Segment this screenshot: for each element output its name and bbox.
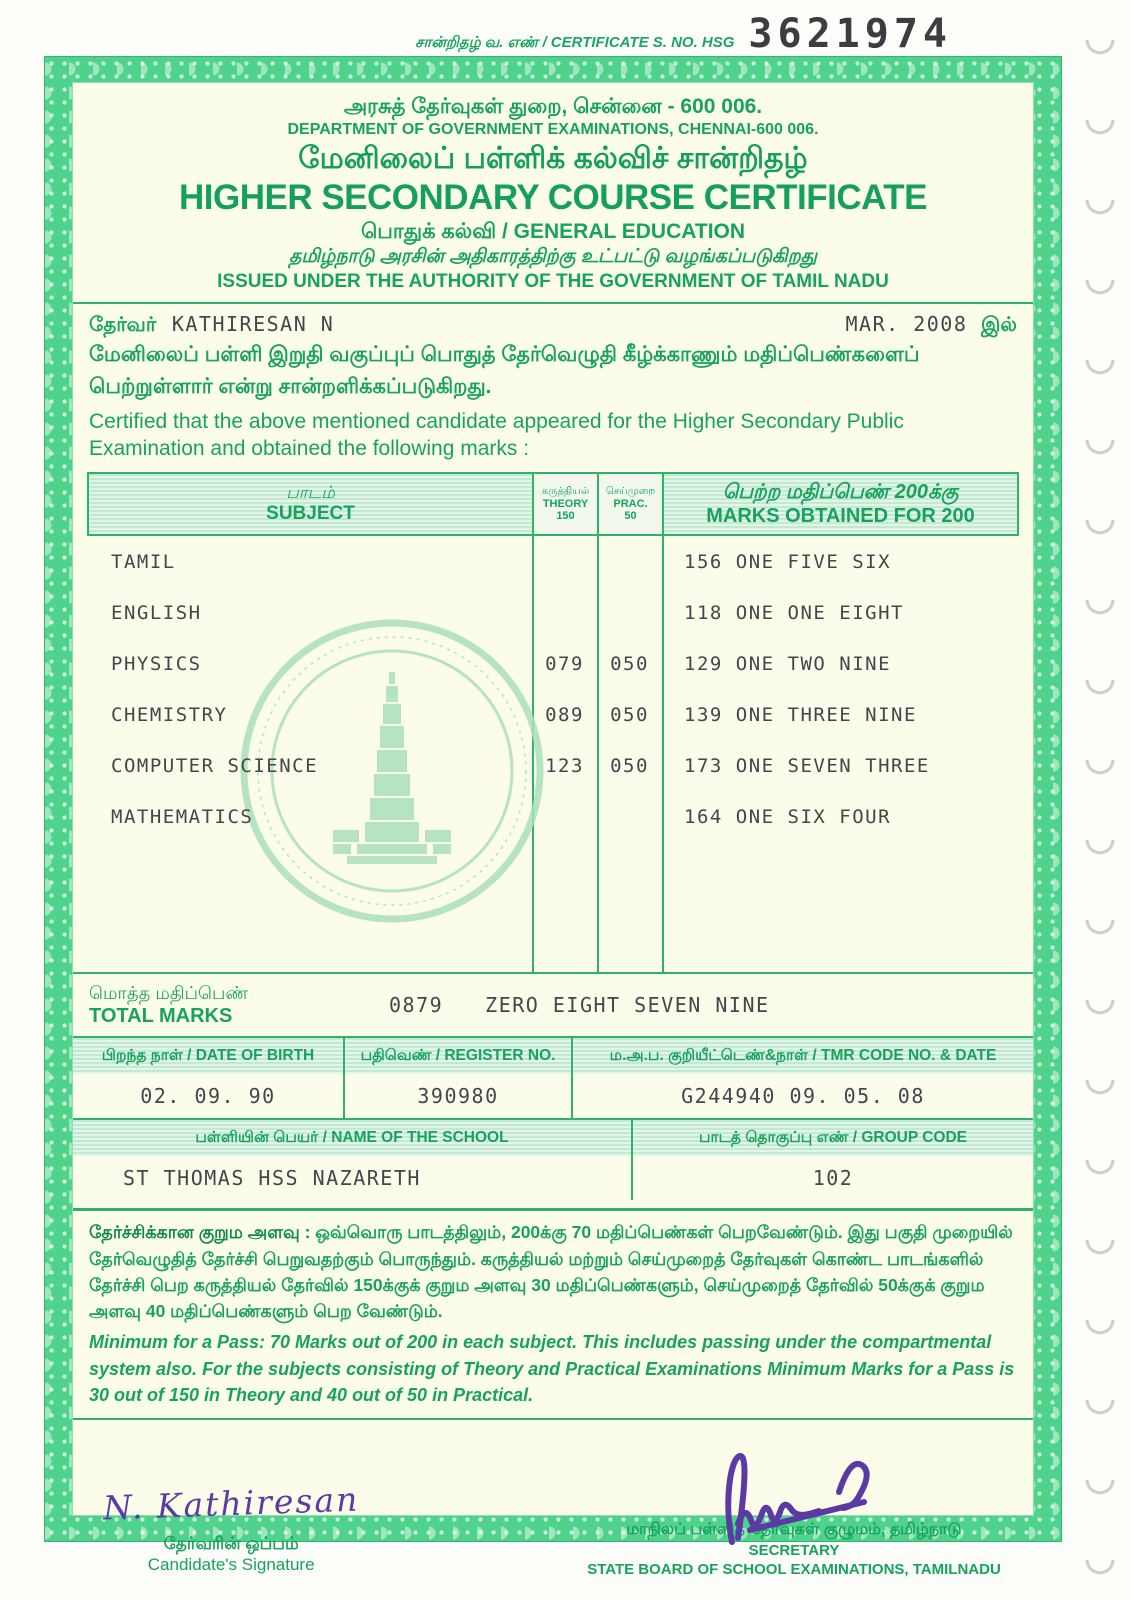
total-marks-label-tamil: மொத்த மதிப்பெண்: [89, 982, 249, 1003]
pass-rules-english: Minimum for a Pass: 70 Marks out of 200 in each subject. This includes passing under the compartmental system also. For the subjects consisting of Theory and Practical Examinations Minimum Marks for a Pass is 30 out of 150 in Theory and 40 out of 50 in Practical.: [89, 1332, 1015, 1405]
candidate-signature-label-tamil: தேர்வரின் ஒப்பம்: [163, 1534, 299, 1554]
candidate-signature-label-english: Candidate's Signature: [147, 1555, 315, 1575]
marks-header-tamil: பெற்ற மதிப்பெண் 200க்கு: [722, 481, 959, 504]
table-row: [87, 689, 1019, 740]
total-marks-label: [73, 983, 389, 1029]
certificate-border: [45, 57, 1061, 1579]
subject-cell: CHEMISTRY: [111, 703, 228, 726]
dob-cell: [73, 1038, 343, 1118]
register-label: பதிவெண் / REGISTER NO.: [345, 1038, 571, 1074]
subject-cell: MATHEMATICS: [111, 805, 254, 828]
table-row: [87, 740, 1019, 791]
subject-cell: COMPUTER SCIENCE: [111, 754, 319, 777]
perforation-edge: [1078, 0, 1122, 1600]
total-marks-cell: 139 ONE THREE NINE: [684, 703, 917, 726]
total-marks-cell: 118 ONE ONE EIGHT: [684, 601, 904, 624]
secretary-signature-icon: [569, 1446, 1019, 1546]
total-marks-cell: 129 ONE TWO NINE: [684, 652, 892, 675]
serial-number: 3621974: [748, 11, 952, 57]
details-row-1: [73, 1036, 1033, 1118]
table-row: [87, 587, 1019, 638]
exam-session-wrap: [846, 312, 1018, 339]
practical-header-english: PRAC.: [613, 497, 648, 510]
practical-cell: 050: [610, 652, 649, 675]
secretary-org-tamil: மாநிலப் பள்ளித் தேர்வுகள் குழுமம், தமிழ்நாடு: [626, 1520, 962, 1538]
theory-header-max: 150: [556, 510, 575, 523]
signature-section: [73, 1420, 1033, 1590]
certificate-title-english: HIGHER SECONDARY COURSE CERTIFICATE: [178, 177, 928, 217]
total-marks-label-english: TOTAL MARKS: [89, 1005, 233, 1028]
serial-row: [0, 11, 952, 57]
authority-tamil: தமிழ்நாடு அரசின் அதிகாரத்திற்கு உட்பட்டு வழங்கப்படுகிறது: [288, 246, 818, 268]
school-value: ST THOMAS HSS NAZARETH: [123, 1166, 421, 1191]
certify-text-english: Certified that the above mentioned candidate appeared for the Higher Secondary Public Examination and obtained the following marks :: [89, 409, 904, 461]
stream-label: பொதுக் கல்வி / GENERAL EDUCATION: [360, 220, 746, 244]
secretary-org-english: STATE BOARD OF SCHOOL EXAMINATIONS, TAMILNADU: [587, 1561, 1001, 1579]
candidate-prefix-tamil: தேர்வர்: [89, 313, 157, 336]
school-label: பள்ளியின் பெயர் / NAME OF THE SCHOOL: [73, 1120, 631, 1156]
table-row: [87, 536, 1019, 587]
certificate-header: [73, 83, 1033, 295]
certificate-body: [73, 83, 1033, 1579]
practical-cell: 050: [610, 754, 649, 777]
marks-header-english: MARKS OBTAINED FOR 200: [706, 505, 975, 528]
total-marks-cell: 173 ONE SEVEN THREE: [684, 754, 930, 777]
candidate-signature-block: [102, 1479, 360, 1576]
theory-header-cell: [532, 474, 597, 534]
school-cell: [73, 1120, 631, 1200]
pass-rules-tamil: [89, 1219, 1017, 1324]
total-marks-row: [73, 972, 1033, 1036]
group-code-cell: [631, 1120, 1033, 1200]
exam-session: MAR. 2008: [845, 311, 968, 336]
marks-table-body: [87, 536, 1019, 972]
candidate-name-row: [89, 312, 1017, 339]
practical-header-max: 50: [624, 510, 637, 523]
register-cell: [343, 1038, 571, 1118]
subject-header-tamil: பாடம்: [286, 482, 335, 502]
authority-english: ISSUED UNDER THE AUTHORITY OF THE GOVERNMENT OF TAMIL NADU: [217, 271, 889, 293]
certify-text-tamil-line1: மேனிலைப் பள்ளி இறுதி வகுப்புப் பொதுத் தேர்வெழுதி கீழ்க்காணும் மதிப்பெண்களைப்: [89, 342, 920, 366]
theory-cell: 079: [545, 652, 584, 675]
tmr-value: G244940 09. 05. 08: [681, 1084, 925, 1109]
candidate-section: [73, 304, 1033, 463]
tmr-cell: [571, 1038, 1033, 1118]
certify-text-tamil-line2: பெற்றுள்ளார் என்று சான்றளிக்கப்படுகிறது.: [89, 375, 492, 399]
total-marks-cell: 156 ONE FIVE SIX: [684, 550, 892, 573]
subject-header-english: SUBJECT: [266, 503, 355, 525]
theory-cell: 123: [545, 754, 584, 777]
marks-header-cell: [662, 474, 1019, 534]
session-suffix-tamil: இல்: [980, 313, 1017, 336]
total-marks-words: ZERO EIGHT SEVEN NINE: [485, 993, 770, 1018]
group-code-value: 102: [812, 1166, 854, 1191]
secretary-signature-block: [569, 1446, 1019, 1580]
subject-header-cell: [87, 474, 532, 534]
tmr-label: ம.அ.ப. குறியீட்டெண்&நாள் / TMR CODE NO. & DATE: [573, 1038, 1033, 1074]
certificate-title-tamil: மேனிலைப் பள்ளிக் கல்விச் சான்றிதழ்: [298, 142, 808, 176]
total-marks-cell: 164 ONE SIX FOUR: [684, 805, 892, 828]
secretary-title: SECRETARY: [748, 1541, 840, 1559]
pass-rules-tamil-lead: தேர்ச்சிக்கான குறும அளவு :: [89, 1222, 311, 1243]
practical-header-tamil: செய்முறை: [605, 486, 656, 498]
dob-label: பிறந்த நாள் / DATE OF BIRTH: [73, 1038, 343, 1074]
practical-cell: 050: [610, 703, 649, 726]
subject-cell: PHYSICS: [111, 652, 202, 675]
theory-header-english: THEORY: [542, 497, 589, 510]
pass-rules-tamil-body: ஒவ்வொரு பாடத்திலும், 200க்கு 70 மதிப்பெண்கள் பெறவேண்டும். இது பகுதி முறையில் தேர்வெழுதித் தேர்ச்சி பெறுவதற்கும் பொருந்தும். கருத்தியல் மற்றும் செய்முறைத் தேர்வுகள் கொண்ட பாடங்களில் தேர்ச்சி பெற கருத்தியல் தேர்வில் 150க்குக் குறும அளவு 30 மதிப்பெண்களும், செய்முறைத் தேர்வில் 50க்குக் குறும அளவு 40 மதிப்பெண்களும் பெற வேண்டும்.: [89, 1222, 1013, 1322]
register-value: 390980: [417, 1084, 499, 1109]
pass-rules-section: [73, 1208, 1033, 1419]
marks-table-header: [87, 472, 1019, 536]
dept-name-tamil: அரசுத் தேர்வுகள் துறை, சென்னை - 600 006.: [343, 95, 763, 118]
total-marks-value: 0879: [389, 993, 444, 1018]
serial-label: சான்றிதழ் வ. எண் / CERTIFICATE S. NO. HSG: [415, 34, 735, 51]
candidate-signature: N. Kathiresan: [102, 1479, 360, 1528]
details-row-2: [73, 1118, 1033, 1200]
marks-table: [87, 472, 1019, 972]
candidate-name-wrap: [89, 312, 334, 339]
dept-name-english: DEPARTMENT OF GOVERNMENT EXAMINATIONS, CHENNAI-600 006.: [287, 121, 819, 139]
subject-cell: TAMIL: [111, 550, 176, 573]
subject-cell: ENGLISH: [111, 601, 202, 624]
table-row: [87, 638, 1019, 689]
group-code-label: பாடத் தொகுப்பு எண் / GROUP CODE: [633, 1120, 1033, 1156]
theory-header-tamil: கருத்தியல்: [541, 486, 590, 498]
practical-header-cell: [597, 474, 662, 534]
candidate-name: KATHIRESAN N: [171, 311, 335, 336]
table-row: [87, 791, 1019, 842]
dob-value: 02. 09. 90: [140, 1084, 276, 1109]
theory-cell: 089: [545, 703, 584, 726]
